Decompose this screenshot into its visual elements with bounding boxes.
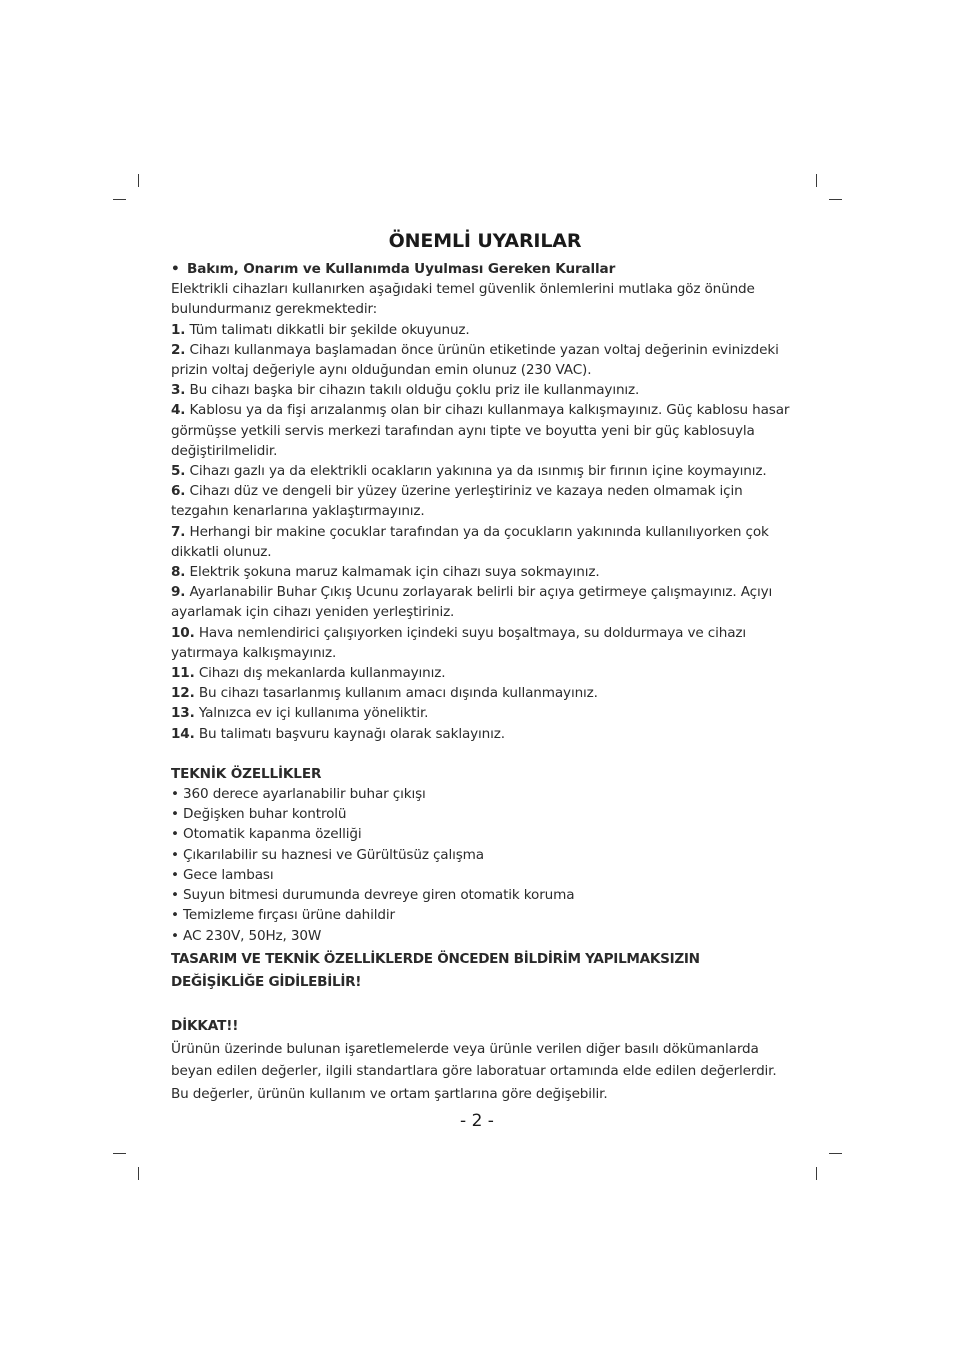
item-number: 2. — [171, 341, 186, 358]
item-number: 11. — [171, 665, 195, 682]
safety-item — [171, 320, 793, 340]
safety-item — [171, 582, 793, 622]
crop-mark-bottom-left-horizontal — [113, 1153, 126, 1154]
safety-item — [171, 683, 793, 703]
safety-heading-text: Bakım, Onarım ve Kullanımda Uyulması Gereken Kurallar — [187, 261, 616, 277]
safety-item — [171, 380, 793, 400]
warning-heading: DİKKAT!! — [171, 1017, 239, 1034]
page-title: ÖNEMLİ UYARILAR — [388, 230, 582, 252]
item-number: 10. — [171, 624, 195, 641]
crop-mark-top-right-horizontal — [829, 199, 842, 200]
item-number: 7. — [171, 523, 186, 540]
item-text: Kablosu ya da fişi arızalanmış olan bir cihazı kullanmaya kalkışmayınız. Güç kablosu hasar görmüşse yetkili servis merkezi tarafından aynı tipte ve boyutta yeni bir güç kablosuyla değiştirilmelidir. — [171, 402, 790, 459]
page-content — [171, 226, 793, 1105]
spec-item: • Otomatik kapanma özelliği — [171, 826, 362, 843]
item-text: Cihazı kullanmaya başlamadan önce ürünün etiketinde yazan voltaj değerinin evinizdeki prizin voltaj değeriyle aynı olduğundan emin olunuz (230 VAC). — [171, 341, 779, 379]
safety-item — [171, 481, 793, 521]
spec-item: • Çıkarılabilir su haznesi ve Gürültüsüz çalışma — [171, 846, 484, 863]
item-text: Bu talimatı başvuru kaynağı olarak saklayınız. — [198, 725, 505, 742]
safety-item — [171, 461, 793, 481]
item-text: Tüm talimatı dikkatli bir şekilde okuyunuz. — [189, 321, 470, 338]
crop-mark-top-right-vertical — [816, 174, 817, 187]
specs-list — [171, 784, 793, 946]
spec-item: • Suyun bitmesi durumunda devreye giren otomatik koruma — [171, 887, 575, 904]
item-number: 4. — [171, 402, 186, 419]
spec-item: • Temizleme fırçası ürüne dahildir — [171, 907, 395, 924]
item-number: 5. — [171, 463, 186, 480]
item-text: Yalnızca ev içi kullanıma yöneliktir. — [198, 705, 429, 722]
safety-item — [171, 724, 793, 744]
item-number: 3. — [171, 382, 186, 399]
item-number: 9. — [171, 584, 186, 601]
item-text: Bu cihazı tasarlanmış kullanım amacı dışında kullanmayınız. — [198, 685, 598, 702]
crop-mark-top-left-horizontal — [113, 199, 126, 200]
safety-item — [171, 340, 793, 380]
section-spacer — [171, 744, 793, 764]
safety-item — [171, 703, 793, 723]
crop-mark-bottom-left-vertical — [138, 1167, 139, 1180]
item-text: Cihazı dış mekanlarda kullanmayınız. — [198, 665, 446, 682]
safety-item — [171, 562, 793, 582]
item-number: 12. — [171, 685, 195, 702]
item-text: Hava nemlendirici çalışıyorken içindeki suyu boşaltmaya, su doldurmaya ve cihazı yatırmaya kalkışmayınız. — [171, 624, 747, 661]
spec-change-notice: TASARIM VE TEKNİK ÖZELLİKLERDE ÖNCEDEN BİLDİRİM YAPILMAKSIZIN DEĞİŞİKLİĞE GİDİLEBİLİR! — [171, 950, 700, 990]
spec-item: • AC 230V, 50Hz, 30W — [171, 927, 322, 944]
safety-intro: Elektrikli cihazları kullanırken aşağıdaki temel güvenlik önlemlerini mutlaka göz önünde bulundurmanız gerekmektedir: — [171, 281, 755, 318]
safety-heading — [171, 259, 793, 279]
crop-mark-bottom-right-horizontal — [829, 1153, 842, 1154]
safety-item — [171, 623, 793, 663]
warning-text: Ürünün üzerinde bulunan işaretlemelerde veya ürünle verilen diğer basılı dökümanlarda beyan edilen değerler, ilgili standartlara göre laboratuar ortamında elde edilen değerlerdir. Bu değerler, ürünün kullanım ve ortam şartlarına göre değişebilir. — [171, 1040, 777, 1102]
spec-item: • Değişken buhar kontrolü — [171, 806, 347, 823]
crop-mark-bottom-right-vertical — [816, 1167, 817, 1180]
item-number: 1. — [171, 321, 186, 338]
item-text: Cihazı gazlı ya da elektrikli ocakların yakınına ya da ısınmış bir fırının içine koymayınız. — [189, 463, 767, 480]
item-text: Cihazı düz ve dengeli bir yüzey üzerine yerleştiriniz ve kazaya neden olmamak için tezgahın kenarlarına yaklaştırmayınız. — [171, 483, 743, 520]
safety-item — [171, 522, 793, 562]
item-text: Ayarlanabilir Buhar Çıkış Ucunu zorlayarak belirli bir açıya getirmeye çalışmayınız. Açıyı ayarlamak için cihazı yeniden yerleştiriniz. — [171, 584, 773, 621]
spec-item: • 360 derece ayarlanabilir buhar çıkışı — [171, 786, 426, 803]
page-number: - 2 - — [460, 1111, 494, 1131]
item-text: Bu cihazı başka bir cihazın takılı olduğu çoklu priz ile kullanmayınız. — [189, 382, 640, 399]
item-number: 8. — [171, 564, 186, 581]
safety-item — [171, 663, 793, 683]
item-number: 6. — [171, 483, 186, 500]
item-number: 14. — [171, 725, 195, 742]
item-text: Herhangi bir makine çocuklar tarafından ya da çocukların yakınında kullanılıyorken çok dikkatli olunuz. — [171, 523, 769, 560]
crop-mark-top-left-vertical — [138, 174, 139, 187]
item-number: 13. — [171, 705, 195, 722]
bullet: • — [171, 261, 180, 277]
item-text: Elektrik şokuna maruz kalmamak için cihazı suya sokmayınız. — [189, 564, 600, 581]
safety-item — [171, 400, 793, 461]
specs-heading: TEKNİK ÖZELLİKLER — [171, 765, 322, 782]
spec-item: • Gece lambası — [171, 866, 274, 883]
safety-list — [171, 320, 793, 744]
